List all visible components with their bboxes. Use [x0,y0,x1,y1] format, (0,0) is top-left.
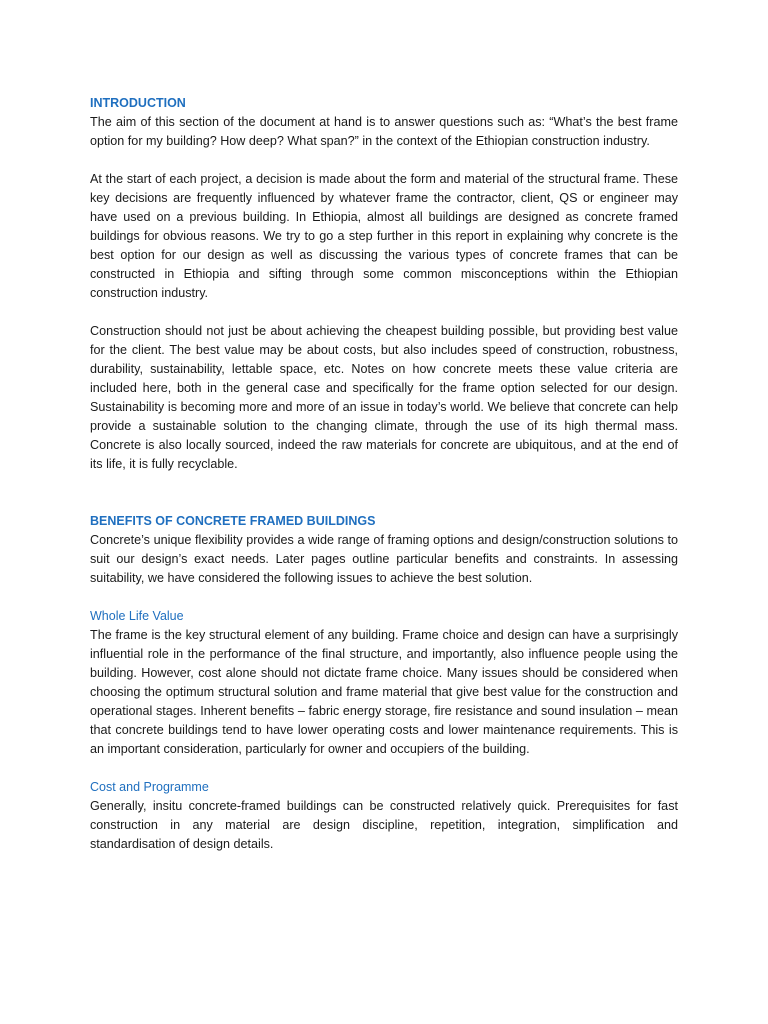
introduction-heading: INTRODUCTION [90,96,186,110]
document-body [90,94,678,854]
cost-programme-paragraph: Generally, insitu concrete-framed buildings can be constructed relatively quick. Prerequisites for fast construction in any material are design discipline, repetition, integration, simplification and standardisation of design details. [90,799,678,851]
introduction-paragraph-1: The aim of this section of the document at hand is to answer questions such as: “What’s the best frame option for my building? How deep? What span?” in the context of the Ethiopian construction industry. [90,115,678,148]
benefits-heading: BENEFITS OF CONCRETE FRAMED BUILDINGS [90,514,376,528]
whole-life-value-paragraph: The frame is the key structural element of any building. Frame choice and design can have a surprisingly influential role in the performance of the final structure, and importantly, also influence people using the building. However, cost alone should not dictate frame choice. Many issues should be considered when choosing the optimum structural solution and frame material that give best value for the construction and operational stages. Inherent benefits – fabric energy storage, fire resistance and sound insulation – mean that concrete buildings tend to have lower operating costs and lower maintenance requirements. This is an important consideration, particularly for owner and occupiers of the building. [90,628,678,756]
cost-programme-heading: Cost and Programme [90,780,209,794]
introduction-paragraph-3: Construction should not just be about achieving the cheapest building possible, but providing best value for the client. The best value may be about costs, but also includes speed of construction, robustness, durability, sustainability, lettable space, etc. Notes on how concrete meets these value criteria are included here, both in the general case and specifically for the frame option selected for our design. Sustainability is becoming more and more of an issue in today’s world. We believe that concrete can help provide a sustainable solution to the changing climate, through the use of its high thermal mass. Concrete is also locally sourced, indeed the raw materials for concrete are ubiquitous, and at the end of its life, it is fully recyclable. [90,324,678,471]
benefits-intro-paragraph: Concrete’s unique flexibility provides a wide range of framing options and design/construction solutions to suit our design’s exact needs. Later pages outline particular benefits and constraints. In assessing suitability, we have considered the following issues to achieve the best solution. [90,533,678,585]
introduction-section [90,94,678,474]
whole-life-value-heading: Whole Life Value [90,609,184,623]
introduction-paragraph-2: At the start of each project, a decision is made about the form and material of the structural frame. These key decisions are frequently influenced by whatever frame the contractor, client, QS or engineer may have used on a previous building. In Ethiopia, almost all buildings are designed as concrete framed buildings for obvious reasons. We try to go a step further in this report in explaining why concrete is the best option for our design as well as discussing the various types of concrete frames that can be constructed in Ethiopia and sifting through some common misconceptions within the Ethiopian construction industry. [90,172,678,300]
benefits-section [90,512,678,854]
